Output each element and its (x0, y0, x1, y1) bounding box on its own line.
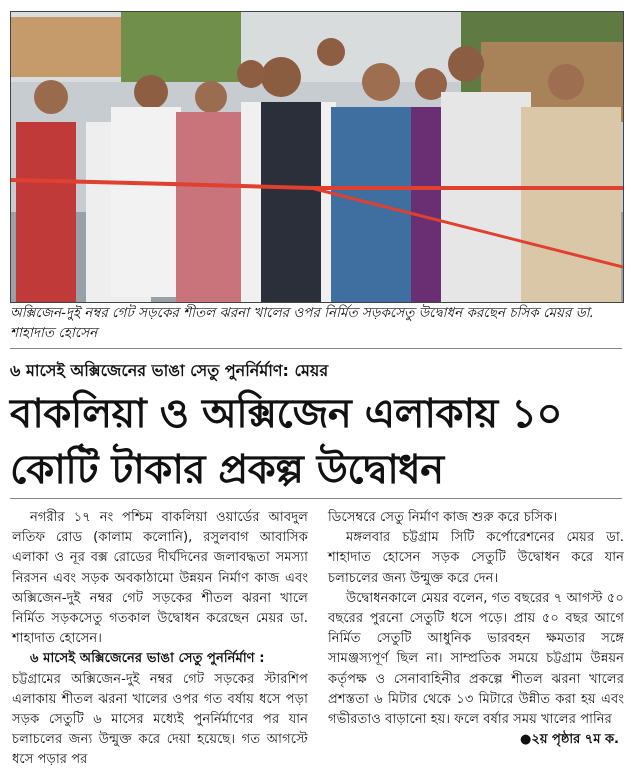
article-column-2 (328, 508, 624, 730)
continued-on-page-note: ●২য় পৃষ্ঠার ৭ম ক. (520, 732, 619, 747)
photo-caption: অক্সিজেন-দুই নম্বর গেট সড়কের শীতল ঝরনা খালের ওপর নির্মিত সড়কসেতু উদ্বোধন করছেন চসিক মেয়র ডা. শাহাদাত হোসেন (10, 305, 594, 341)
paragraph: মঙ্গলবার চট্টগ্রাম সিটি কর্পোরেশনের মেয়র ডা. শাহাদাত হোসেন সড়ক সেতুটি উদ্বোধন করে যান চলাচলের জন্য উন্মুক্ত করে দেন। (328, 530, 624, 586)
paragraph: ডিসেম্বরে সেতু নির্মাণ কাজ শুরু করে চসিক। (328, 510, 558, 525)
paragraph: চট্টগ্রামের অক্সিজেন-দুই নম্বর গেট সড়কের স্টারশিপ এলাকায় শীতল ঝরনা খালের ওপর গত বর্ষায় ধসে পড়া সড়ক সেতুটি ৬ মাসের মধ্যেই পুনর্নির্মাণের পর যান চলাচলের জন্য উন্মুক্ত করে দেয়া হয়েছে। গত আগস্টে ধসে পড়ার পর (12, 671, 308, 768)
kicker-headline: ৬ মাসেই অক্সিজেনের ভাঙা সেতু পুনর্নির্মাণ: মেয়র (10, 361, 329, 380)
paragraph: উদ্বোধনকালে মেয়র বলেন, গত বছরের ৭ আগস্ট ৫০ বছরের পুরনো সেতুটি ধসে পড়ে। প্রায় ৫০ বছর আগে নির্মিত সেতুটি আধুনিক ভারবহন ক্ষমতার সঙ্গে সামঞ্জস্যপূর্ণ ছিল না। সাম্প্রতিক সময়ে চট্টগ্রাম উন্নয়ন কর্তৃপক্ষ ও সেনাবাহিনীর প্রকল্পে শীতল ঝরনা খালের প্রশস্ততা ৬ মিটার থেকে ১৩ মিটারে উন্নীত করা হয় এবং গভীরতাও বাড়ানো হয়। ফলে বর্ষার সময় খালের পানির (328, 590, 624, 728)
subheading: ৬ মাসেই অক্সিজেনের ভাঙা সেতু পুনর্নির্মাণ : (30, 651, 265, 667)
paragraph: নগরীর ১৭ নং পশ্চিম বাকলিয়া ওয়ার্ডের আবদুল লতিফ রোড (কালাম কলোনি), রসুলবাগ আবাসিক এলাকা ও নূর বক্স রোডের দীর্ঘদিনের জলাবদ্ধতা সমস্যা নিরসন এবং সড়ক অবকাঠামো উন্নয়ন নির্মাণ কাজ এবং অক্সিজেন-দুই নম্বর গেট সড়কের শীতল ঝরনা খালে নির্মিত সড়কসেতু গতকাল উদ্বোধন করেছেন মেয়র ডা. শাহাদাত হোসেন। (12, 510, 308, 647)
main-headline (10, 386, 622, 498)
article-column-1 (12, 508, 308, 771)
headline-line-1: বাকলিয়া ও অক্সিজেন এলাকায় ১০ (10, 391, 563, 437)
news-photo (10, 11, 624, 303)
divider (10, 498, 622, 499)
divider (10, 348, 622, 349)
headline-line-2: কোটি টাকার প্রকল্প উদ্বোধন (10, 447, 444, 493)
ribbon-cutting-photo (11, 12, 623, 302)
